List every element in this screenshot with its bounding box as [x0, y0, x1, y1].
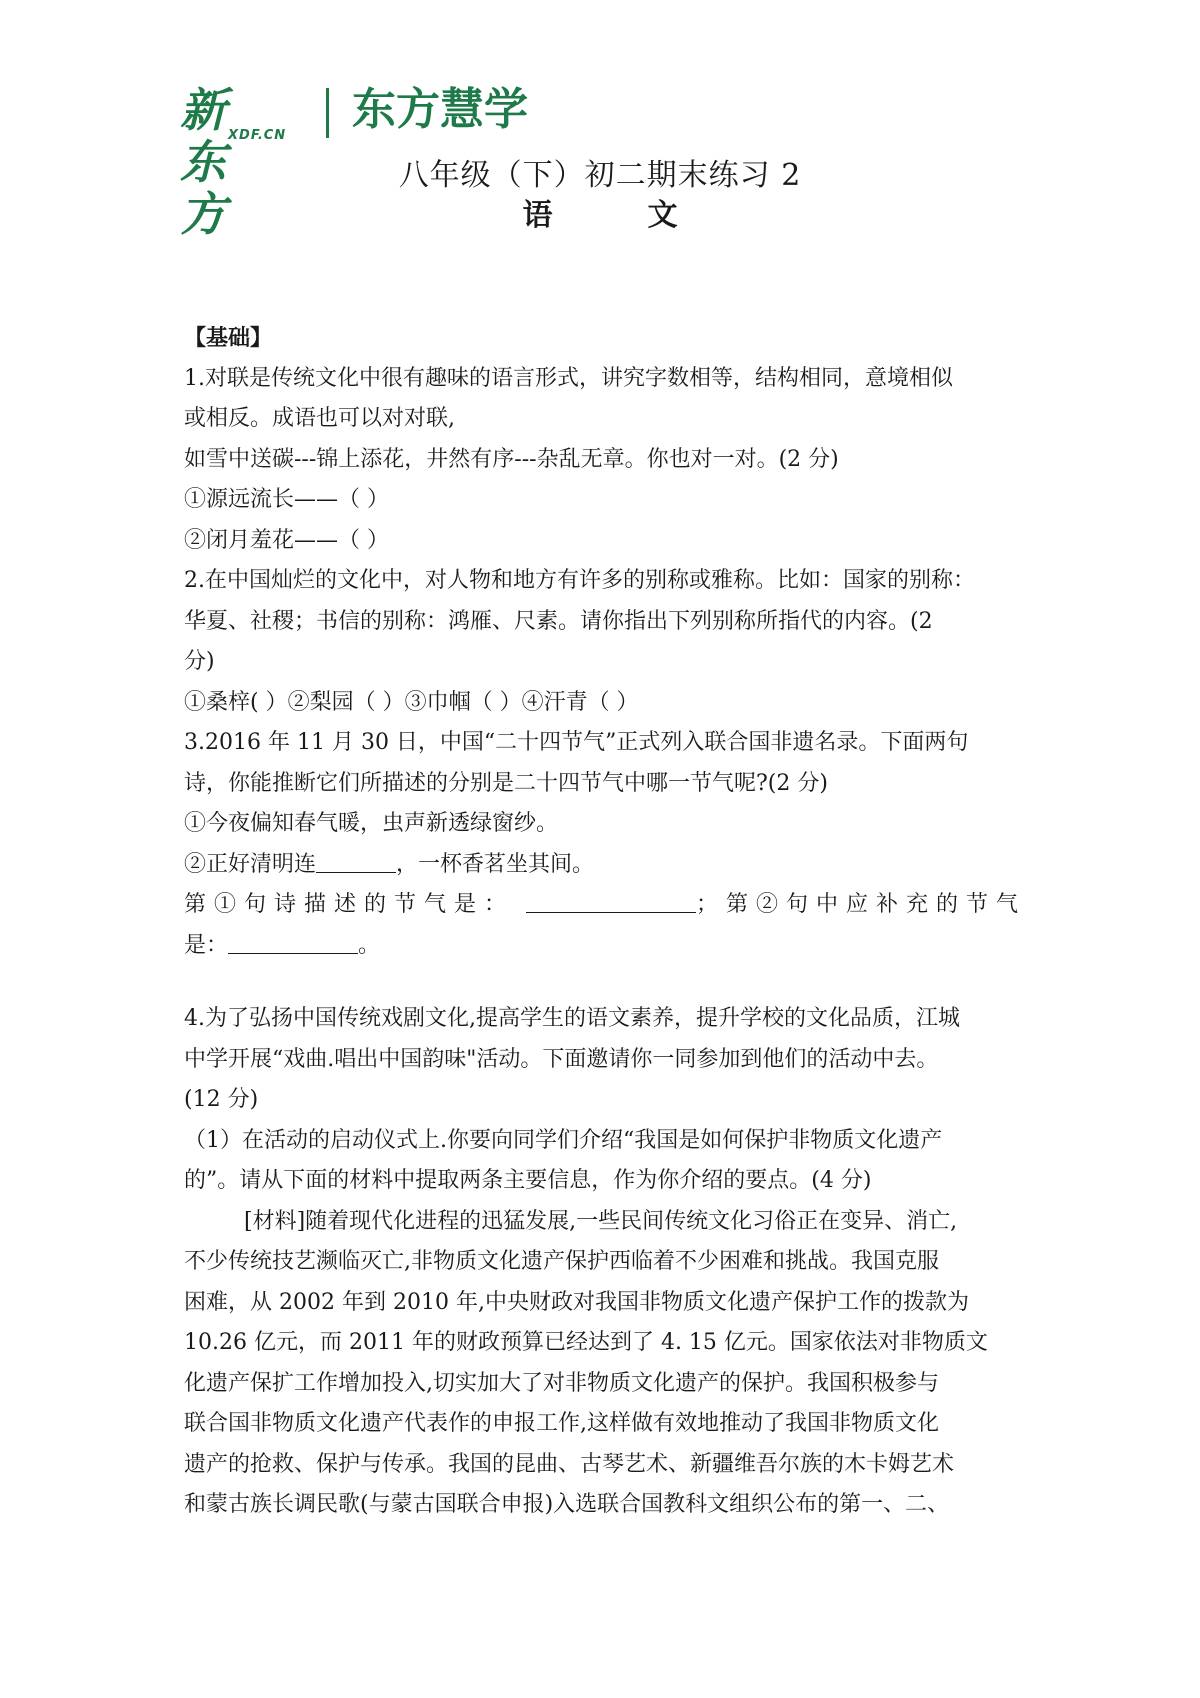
q3-answer-line-1 — [184, 885, 1030, 926]
q4-line-1: 4.为了弘扬中国传统戏剧文化,提高学生的语文素养，提升学校的文化品质，江城 — [184, 1006, 960, 1031]
q3-line-1: 3.2016 年 11 月 30 日，中国“二十四节气”正式列入联合国非遗名录。下面两句 — [184, 730, 969, 755]
subject-char-1: 语 — [522, 198, 553, 233]
q2-line-1: 2.在中国灿烂的文化中，对人物和地方有许多的别称或雅称。比如：国家的别称： — [184, 568, 975, 593]
q4-sub1-line-2: 的”。请从下面的材料中提取两条主要信息，作为你介绍的要点。(4 分) — [184, 1168, 872, 1193]
logo-divider — [326, 88, 329, 138]
q4-line-3: (12 分) — [184, 1087, 259, 1112]
material-line-1: [材料]随着现代化进程的迅猛发展,一些民间传统文化习俗正在变异、消亡, — [244, 1208, 958, 1234]
q3-answer2-post: 。 — [358, 932, 381, 958]
q3-poem-2 — [184, 845, 1030, 886]
q3-line-2: 诗，你能推断它们所描述的分别是二十四节气中哪一节气呢?(2 分) — [184, 770, 828, 796]
q4-line-2: 中学开展“戏曲.唱出中国韵味"活动。下面邀请你一同参加到他们的活动中去。 — [184, 1046, 939, 1072]
q3-poem-2-pre: ②正好清明连 — [184, 851, 317, 877]
q3-poem-1: ①今夜偏知春气暖，虫声新透绿窗纱。 — [184, 811, 559, 836]
section-label: 【基础】 — [184, 325, 273, 351]
q2-line-2: 华夏、社稷；书信的别称：鸿雁、尺素。请你指出下列别称所指代的内容。(2 — [184, 608, 933, 634]
q3-answer-blank-2[interactable] — [228, 931, 358, 954]
xdf-logo-text: 新东方 — [180, 83, 224, 241]
q1-item-2: ②闭月羞花——（ ） — [184, 527, 389, 553]
q3-answer2-pre: 是： — [184, 932, 229, 958]
q3-poem-2-post: ，一杯香茗坐其间。 — [396, 851, 595, 877]
subject-heading — [0, 190, 1200, 234]
q3-answer-mid: ；第②句中应补充的节气 — [696, 892, 1027, 917]
q3-poem-blank[interactable] — [316, 850, 396, 873]
material-line-4: 10.26 亿元，而 2011 年的财政预算已经达到了 4. 15 亿元。国家依法对非物质文 — [184, 1330, 988, 1355]
q1-line-1: 1.对联是传统文化中很有趣味的语言形式，讲究字数相等，结构相同，意境相似 — [184, 365, 953, 391]
q2-items: ①桑梓( ）②梨园（ ）③巾帼（ ）④汗青（ ） — [184, 689, 639, 715]
material-line-7: 遗产的抢救、保护与传承。我国的昆曲、古琴艺术、新疆维吾尔族的木卡姆艺术 — [184, 1451, 955, 1477]
material-line-3: 困难，从 2002 年到 2010 年,中央财政对我国非物质文化遗产保护工作的拨款为 — [184, 1289, 969, 1315]
q1-line-3: 如雪中送碳---锦上添花，井然有序---杂乱无章。你也对一对。(2 分) — [184, 446, 839, 472]
material-line-6: 联合国非物质文化遗产代表作的申报工作,这样做有效地推动了我国非物质文化 — [184, 1411, 939, 1436]
material-line-8: 和蒙古族长调民歌(与蒙古国联合申报)入选联合国教科文组织公布的第一、二、 — [184, 1492, 950, 1517]
material-line-5: 化遗产保扩工作增加投入,切实加大了对非物质文化遗产的保护。我国积极参与 — [184, 1370, 939, 1396]
q3-answer-pre: 第①句诗描述的节气是： — [184, 892, 515, 917]
exam-content — [184, 318, 1030, 1526]
q4-sub1-line-1: （1）在活动的启动仪式上.你要向同学们介绍“我国是如何保护非物质文化遗产 — [184, 1127, 943, 1153]
q1-item-1: ①源远流长——（ ） — [184, 487, 389, 512]
page-title: 八年级（下）初二期末练习 2 — [398, 158, 802, 193]
q3-answer-blank-1[interactable] — [526, 890, 696, 913]
brand-name: 东方慧学 — [352, 84, 528, 135]
q2-line-3: 分) — [184, 649, 215, 674]
q3-answer-line-2 — [184, 926, 1030, 967]
xdf-domain-text: XDF.CN — [228, 128, 287, 143]
material-line-2: 不少传统技艺濒临灭亡,非物质文化遗产保护西临着不少困难和挑战。我国克服 — [184, 1249, 939, 1274]
subject-char-2: 文 — [647, 198, 678, 233]
q1-line-2: 或相反。成语也可以对对联, — [184, 406, 455, 431]
